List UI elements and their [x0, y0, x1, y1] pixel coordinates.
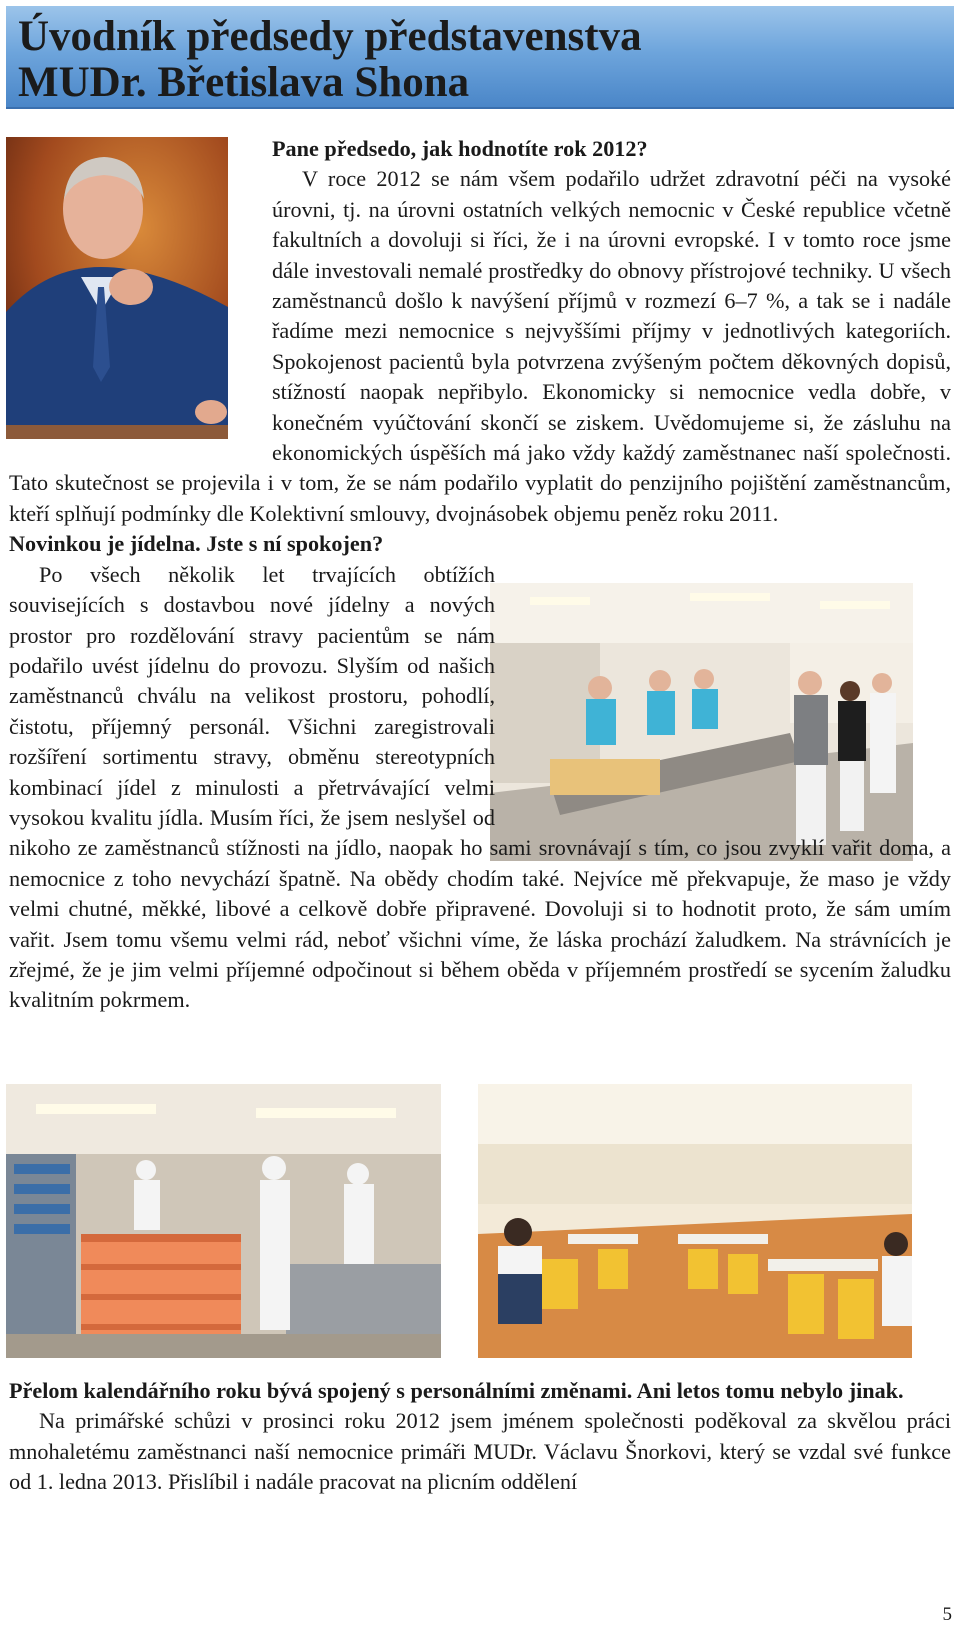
- page-title: [6, 6, 954, 106]
- answer-3: Na primářské schůzi v prosinci roku 2012 jsem jménem společnosti poděkoval za skvělou práci mnohaletému zaměstnanci naší nemocnice primáři MUDr. Václavu Šnorkovi, který se vzdal své funkce od 1. ledna 2013. Přislíbil i nadále pracovat na plicním oddělení: [9, 1408, 951, 1495]
- title-banner: [6, 6, 954, 109]
- article-body-continued: [9, 1376, 951, 1498]
- page-number: 5: [942, 1604, 952, 1625]
- title-line-2: MUDr. Břetislava Shona: [18, 59, 470, 106]
- question-3: Přelom kalendářního roku bývá spojený s personálními změnami. Ani letos tomu nebylo jinak.: [9, 1378, 904, 1403]
- answer-2: Po všech několik let trvajících obtížích souvisejících s dostavbou nové jídelny a nových prostor pro rozdělování stravy pacientům se nám podařilo uvést jídelnu do provozu. Slyším od našich zaměstnanců chválu na velikost prostoru, pohodlí, čistotu, příjemný personál. Všichni zaregistrovali rozšíření sortimentu stravy, obměnu stereotypních kombinací jídel z minulosti a přetrvávající velmi vysokou kvalitu jídla. Musím říci, že jsem neslyšel od nikoho ze zaměstnanců stížnosti na jídlo, naopak ho sami srovnávají s tím, co jsou zvyklí vařit doma, a nemocnice z toho nevychází špatně. Na obědy chodím také. Nejvíce mě překvapuje, že maso je vždy velmi chutné, měkké, libové a celkově dobře připravené. Dovoluji si to hodnotit proto, že sám umím vařit. Jsem tomu všemu velmi rád, neboť všichni víme, že láska prochází žaludkem. Na strávnících je zřejmé, že je jim velmi příjemné odpočinout si během oběda v příjemném prostředí se sycením žaludku kvalitním pokrmem.: [9, 561, 951, 1013]
- article-body: [9, 134, 951, 1016]
- question-1: Pane předsedo, jak hodnotíte rok 2012?: [272, 136, 648, 161]
- dining-hall-photo: [478, 1084, 912, 1358]
- question-2: Novinkou je jídelna. Jste s ní spokojen?: [9, 531, 384, 557]
- kitchen-photo: [6, 1084, 441, 1358]
- answer-1: V roce 2012 se nám všem podařilo udržet zdravotní péči na vysoké úrovni, tj. na úrovni ostatních velkých nemocnic v České republice včetně fakultních a dovoluji si říci, že i na úrovni evropské. I v tomto roce jsme dále investovali nemalé prostředky do obnovy přístrojové techniky. U všech zaměstnanců došlo k navýšení příjmů v rozmezí 6–7 %, a tak se i nadále řadíme mezi nemocnice s nejvyššími příjmy v jednotlivých kategoriích. Spokojenost pacientů byla potvrzena zvýšeným počtem děkovných dopisů, stížností naopak nepřibylo. Ekonomicky si nemocnice vedla dobře, v konečném vyúčtování skončí se ziskem. Uvědomujeme si, že zásluhu na ekonomických úspěších má jako vždy každý zaměstnanec naší společnosti. Tato skutečnost se projevila i v tom, že se nám podařilo vyplatit do penzijního pojištění zaměstnancům, kteří splňují podmínky dle Kolektivní smlouvy, dvojnásobek objemu peněz roku 2011.: [9, 166, 951, 526]
- title-line-1: Úvodník předsedy představenstva: [18, 13, 642, 60]
